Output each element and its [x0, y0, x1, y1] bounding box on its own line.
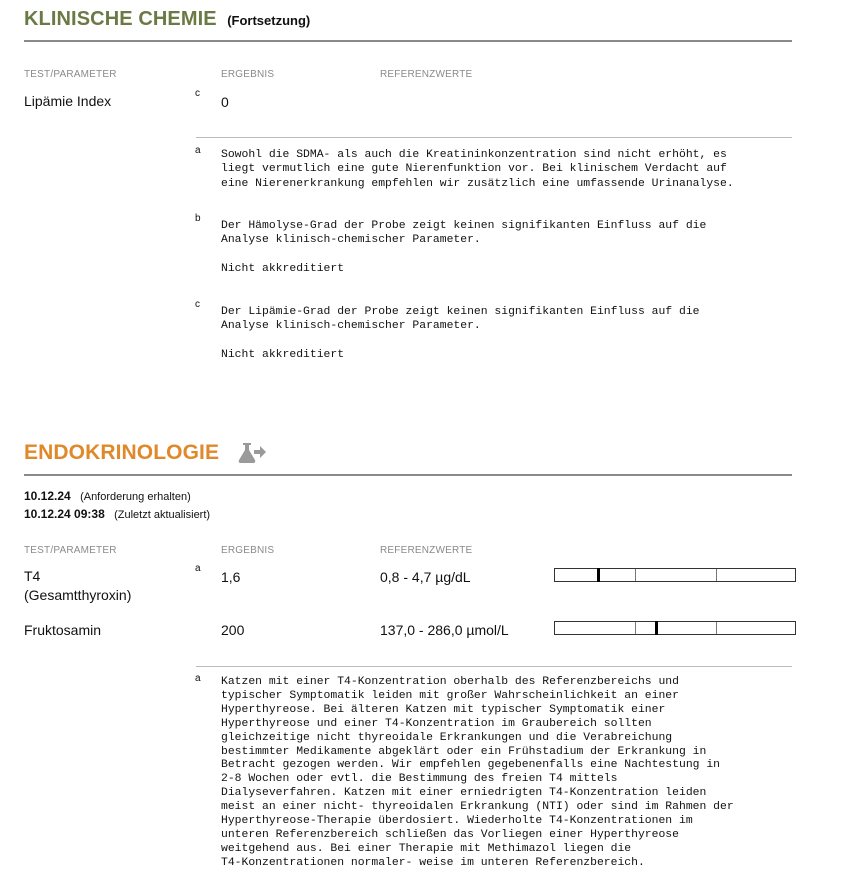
accreditation-note: Nicht akkreditiert: [221, 263, 345, 275]
parameter-name: Lipämie Index: [24, 93, 112, 109]
footnote-text: Katzen mit einer T4-Konzentration oberhalb des Referenzbereichs und typischer Symptomatik leiden mit großer Wahrscheinlichkeit an einer Hyperthyreose. Bei älteren Katzen mit typischer Symptomatik einer Hyperthyreose und einer T4-Konzentration im Graubereich sollten gleichzeitige nicht thyreoidale Erkrankungen und die Verabreichung bestimmter Medikamente abgeklärt oder ein Frühstadium der Erkrankung in Betracht gezogen werden. Wir empfehlen gegebenenfalls eine Nachtestung in 2-8 Wochen oder evtl. die Bestimmung des freien T4 mittels Dialyseverfahren. Katzen mit einer erniedrigten T4-Konzentration leiden meist an einer nicht- thyreoidalen Erkrankung (NTI) oder sind im Rahmen der Hyperthyreose-Therapie überdosiert. Wiederholte T4-Konzentrationen im unteren Referenzbereich schließen das Vorliegen einer Hyperthyreose weitgehend aus. Bei einer Therapie mit Methimazol liegen die T4-Konzentrationen normaler- weise im unteren Referenzbereich.: [221, 676, 734, 869]
footnote-text: Der Lipämie-Grad der Probe zeigt keinen signifikanten Einfluss auf die Analyse klinisch-chemischer Parameter.: [221, 306, 700, 333]
notes-divider: [196, 666, 792, 667]
received-info: [24, 489, 191, 503]
notes-divider: [196, 137, 792, 138]
footnote-marker: a: [195, 563, 201, 574]
reference-range: 137,0 - 286,0 µmol/L: [380, 622, 509, 638]
range-bar-divider: [635, 569, 636, 581]
parameter-value: 200: [221, 622, 245, 638]
column-header-test: TEST/PARAMETER: [24, 69, 117, 80]
section-header-klinische-chemie: [24, 8, 310, 31]
range-bar-divider: [635, 622, 636, 634]
section-header-endokrinologie: [24, 441, 267, 465]
parameter-name: T4 (Gesamtthyroxin): [24, 568, 132, 603]
updated-label: (Zuletzt aktualisiert): [114, 509, 211, 521]
section-title: ENDOKRINOLOGIE: [24, 441, 220, 464]
range-bar: [554, 568, 796, 582]
range-bar-divider: [716, 622, 717, 634]
footnote-text: Der Hämolyse-Grad der Probe zeigt keinen signifikanten Einfluss auf die Analyse klinisch-chemischer Parameter.: [221, 220, 707, 247]
footnote-marker: c: [195, 88, 200, 99]
accreditation-note: Nicht akkreditiert: [221, 349, 345, 361]
reference-range: 0,8 - 4,7 µg/dL: [380, 569, 471, 585]
column-header-test: TEST/PARAMETER: [24, 545, 117, 556]
flask-arrow-icon: [237, 441, 267, 465]
section-divider: [24, 40, 792, 42]
footnote-text: Sowohl die SDMA- als auch die Kreatininkonzentration sind nicht erhöht, es liegt vermutlich eine gute Nierenfunktion vor. Bei klinischem Verdacht auf eine Nierenerkrankung empfehlen wir zusätzlich eine umfassende Urinanalyse.: [221, 149, 734, 190]
range-bar-divider: [716, 569, 717, 581]
column-header-result: ERGEBNIS: [221, 545, 275, 556]
updated-info: [24, 507, 210, 521]
parameter-value: 0: [221, 94, 229, 110]
column-header-result: ERGEBNIS: [221, 69, 275, 80]
footnote-marker: a: [195, 673, 201, 684]
range-bar: [554, 621, 796, 635]
section-divider: [24, 474, 792, 476]
range-bar-marker: [655, 621, 658, 635]
received-date: 10.12.24: [24, 489, 71, 503]
parameter-name: Fruktosamin: [24, 622, 102, 638]
footnote-marker: a: [195, 145, 201, 156]
column-header-reference: REFERENZWERTE: [380, 545, 473, 556]
parameter-value: 1,6: [221, 569, 241, 585]
range-bar-marker: [597, 568, 600, 582]
updated-date: 10.12.24 09:38: [24, 507, 105, 521]
column-header-reference: REFERENZWERTE: [380, 69, 473, 80]
section-title: KLINISCHE CHEMIE: [24, 8, 217, 30]
received-label: (Anforderung erhalten): [80, 491, 191, 503]
footnote-marker: b: [195, 213, 201, 224]
section-subtitle: (Fortsetzung): [227, 13, 311, 28]
footnote-marker: c: [195, 299, 200, 310]
